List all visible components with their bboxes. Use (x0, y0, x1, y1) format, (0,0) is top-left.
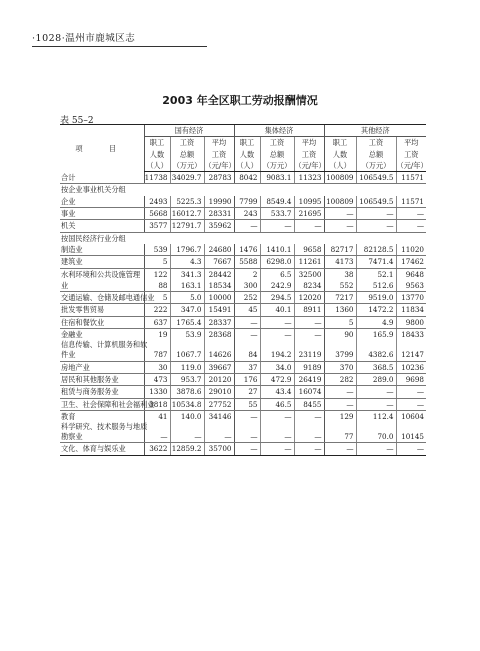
value-cell: 2 (234, 268, 260, 280)
value-cell: 1476 (234, 244, 260, 256)
row-label: 金融业 (61, 330, 83, 340)
table-row (60, 244, 426, 256)
row-label: 居民和其他服务业 (60, 373, 144, 385)
value-cell: 10995 (294, 196, 324, 208)
value-cell: — (356, 220, 396, 232)
value-cell: 28442 (204, 268, 234, 280)
value-cell: 472.9 (260, 373, 294, 385)
table-row (60, 422, 426, 431)
value-cell: 11738 (144, 172, 170, 184)
value-cell: 9648 (396, 268, 426, 280)
column-header: （元/年） (294, 160, 326, 170)
value-cell: 18534 (204, 280, 234, 292)
value-cell (144, 422, 170, 431)
value-cell: — (324, 386, 356, 398)
value-cell: — (294, 220, 324, 232)
column-header: （人） (144, 160, 170, 172)
column-header: 平均 (294, 137, 324, 149)
value-cell: — (294, 316, 324, 328)
value-cell: 10534.8 (170, 398, 204, 410)
value-cell: 28368 (204, 329, 234, 341)
row-label: 件业 (60, 349, 144, 361)
value-cell (170, 422, 204, 431)
column-header: 工资 (396, 149, 426, 160)
value-cell: 45 (234, 304, 260, 316)
value-cell: 9563 (396, 280, 426, 292)
row-label: 批发零售贸易 (60, 304, 144, 316)
value-cell: — (356, 208, 396, 220)
row-label: 制造业 (60, 244, 144, 256)
group-header: 其他经济 (324, 125, 426, 137)
row-label: 文化、体育与娱乐业 (60, 443, 144, 455)
table-number: 表 55–2 (60, 116, 94, 126)
value-cell: 106549.5 (356, 196, 396, 208)
value-cell: 122 (144, 268, 170, 280)
value-cell: 1330 (144, 386, 170, 398)
value-cell: — (234, 316, 260, 328)
value-cell: — (234, 329, 260, 341)
value-cell: — (294, 443, 324, 455)
value-cell: 9083.1 (260, 172, 294, 184)
value-cell: 512.6 (356, 280, 396, 292)
value-cell: 27752 (204, 398, 234, 410)
table-row (60, 220, 426, 232)
value-cell: 12147 (396, 349, 426, 361)
value-cell: 3878.6 (170, 386, 204, 398)
column-header: 工资 (170, 137, 204, 149)
value-cell: 55 (234, 398, 260, 410)
value-cell: 637 (144, 316, 170, 328)
value-cell: 533.7 (260, 208, 294, 220)
value-cell: — (396, 386, 426, 398)
value-cell: 106549.5 (356, 172, 396, 184)
value-cell (234, 422, 260, 431)
table-row (60, 280, 426, 292)
value-cell: 14626 (204, 349, 234, 361)
value-cell: 1360 (324, 304, 356, 316)
value-cell: 9658 (294, 244, 324, 256)
value-cell (396, 422, 426, 431)
value-cell: — (294, 410, 324, 422)
table-row (60, 256, 426, 268)
column-header: 总额 (170, 149, 204, 160)
table-row (60, 329, 426, 341)
value-cell: 10236 (396, 361, 426, 373)
value-cell: 539 (144, 244, 170, 256)
value-cell: 1796.7 (170, 244, 204, 256)
column-header: （人） (324, 160, 356, 172)
value-cell: 29010 (204, 386, 234, 398)
value-cell: — (324, 220, 356, 232)
value-cell: 163.1 (170, 280, 204, 292)
value-cell (204, 422, 234, 431)
value-cell: 20120 (204, 373, 234, 385)
value-cell: 252 (234, 292, 260, 304)
column-header: （元/年） (204, 160, 236, 170)
value-cell: — (260, 410, 294, 422)
table-row (60, 340, 426, 349)
value-cell: 13770 (396, 292, 426, 304)
value-cell: 129 (324, 410, 356, 422)
value-cell: 32500 (294, 268, 324, 280)
row-label: 科学研究、技术服务与地质 (61, 422, 148, 432)
value-cell: 5 (324, 316, 356, 328)
table-row (60, 268, 426, 280)
value-cell: — (396, 443, 426, 455)
value-cell: 112.4 (356, 410, 396, 422)
value-cell: — (356, 398, 396, 410)
value-cell: 294.5 (260, 292, 294, 304)
table-row (60, 398, 426, 410)
value-cell: 12020 (294, 292, 324, 304)
value-cell: — (234, 220, 260, 232)
column-header: 平均 (396, 137, 426, 149)
value-cell: 1472.2 (356, 304, 396, 316)
table-row (60, 316, 426, 328)
value-cell (356, 422, 396, 431)
value-cell: 222 (144, 304, 170, 316)
value-cell: — (396, 220, 426, 232)
value-cell: 8911 (294, 304, 324, 316)
value-cell: 27 (234, 386, 260, 398)
value-cell: 5.0 (170, 292, 204, 304)
value-cell: 11571 (396, 172, 426, 184)
value-cell: 46.5 (260, 398, 294, 410)
wage-table (60, 124, 426, 456)
value-cell: — (170, 431, 204, 443)
value-cell: 1765.4 (170, 316, 204, 328)
value-cell: — (234, 431, 260, 443)
value-cell: 19 (144, 329, 170, 341)
value-cell: 1067.7 (170, 349, 204, 361)
value-cell: — (356, 386, 396, 398)
value-cell: — (324, 208, 356, 220)
value-cell: 21695 (294, 208, 324, 220)
value-cell: — (260, 316, 294, 328)
value-cell: 26419 (294, 373, 324, 385)
value-cell: — (234, 410, 260, 422)
value-cell: 28337 (204, 316, 234, 328)
value-cell: 34146 (204, 410, 234, 422)
value-cell: 15491 (204, 304, 234, 316)
value-cell: 82128.5 (356, 244, 396, 256)
row-label: 租赁与商务服务业 (60, 386, 144, 398)
value-cell: 5588 (234, 256, 260, 268)
value-cell: — (356, 443, 396, 455)
value-cell: 787 (144, 349, 170, 361)
value-cell: 5 (144, 256, 170, 268)
value-cell: — (234, 443, 260, 455)
value-cell: 9519.0 (356, 292, 396, 304)
table-row (60, 410, 426, 422)
column-header: 工资 (204, 149, 234, 160)
value-cell (356, 340, 396, 349)
table-row (60, 172, 426, 184)
value-cell (260, 422, 294, 431)
value-cell: 282 (324, 373, 356, 385)
value-cell: 368.5 (356, 361, 396, 373)
value-cell: 6.5 (260, 268, 294, 280)
column-header: 总额 (356, 149, 396, 160)
value-cell: 9189 (294, 361, 324, 373)
value-cell: 165.9 (356, 329, 396, 341)
row-label: 住宿和餐饮业 (60, 316, 144, 328)
value-cell: — (260, 443, 294, 455)
value-cell: 30 (144, 361, 170, 373)
value-cell: 11020 (396, 244, 426, 256)
value-cell: — (294, 329, 324, 341)
value-cell: 4.9 (356, 316, 396, 328)
value-cell: — (260, 431, 294, 443)
value-cell: 8234 (294, 280, 324, 292)
column-header: （万元） (356, 160, 396, 172)
page-header: ·1028·温州市鹿城区志 (32, 33, 136, 44)
value-cell: 34029.7 (170, 172, 204, 184)
value-cell: 34.0 (260, 361, 294, 373)
row-label: 勘察业 (60, 431, 144, 443)
value-cell: — (396, 208, 426, 220)
value-cell: 140.0 (170, 410, 204, 422)
value-cell: 341.3 (170, 268, 204, 280)
row-label: 房地产业 (60, 361, 144, 373)
value-cell: 28783 (204, 172, 234, 184)
value-cell (144, 340, 170, 349)
value-cell (396, 340, 426, 349)
column-header: （万元） (170, 160, 204, 172)
value-cell: 100809 (324, 172, 356, 184)
value-cell: 24680 (204, 244, 234, 256)
value-cell: 35962 (204, 220, 234, 232)
value-cell: 19990 (204, 196, 234, 208)
value-cell: 3818 (144, 398, 170, 410)
column-header: 人数 (144, 149, 170, 160)
header-divider (32, 46, 207, 47)
column-header: （人） (234, 160, 260, 172)
row-label: 建筑业 (60, 256, 144, 268)
section-heading: 按企业事业机关分组 (61, 185, 126, 195)
group-header: 集体经济 (234, 125, 324, 137)
value-cell: 17462 (396, 256, 426, 268)
value-cell: 243 (234, 208, 260, 220)
value-cell: 7799 (234, 196, 260, 208)
value-cell: 16012.7 (170, 208, 204, 220)
table-row (60, 292, 426, 304)
column-header: 平均 (204, 137, 234, 149)
value-cell: 5668 (144, 208, 170, 220)
table-title: 2003 年全区职工劳动报酬情况 (162, 94, 318, 107)
value-cell: 1410.1 (260, 244, 294, 256)
value-cell: 4173 (324, 256, 356, 268)
row-label: 水利环境和公共设施管理 (61, 269, 141, 279)
value-cell: 289.0 (356, 373, 396, 385)
value-cell: 2493 (144, 196, 170, 208)
column-header: （元/年） (396, 160, 428, 170)
value-cell: 552 (324, 280, 356, 292)
row-label: 事业 (60, 208, 144, 220)
value-cell: 88 (144, 280, 170, 292)
table-row (60, 443, 426, 455)
value-cell: 6298.0 (260, 256, 294, 268)
value-cell (294, 340, 324, 349)
column-header: 职工 (234, 137, 260, 149)
value-cell: 119.0 (170, 361, 204, 373)
value-cell: 3799 (324, 349, 356, 361)
row-label: 业 (60, 280, 144, 292)
value-cell: 90 (324, 329, 356, 341)
table-row (60, 349, 426, 361)
value-cell (170, 340, 204, 349)
value-cell: 43.4 (260, 386, 294, 398)
value-cell: 100809 (324, 196, 356, 208)
value-cell: 84 (234, 349, 260, 361)
value-cell: 18433 (396, 329, 426, 341)
row-label: 教育 (61, 411, 76, 421)
value-cell: 347.0 (170, 304, 204, 316)
value-cell: 5225.3 (170, 196, 204, 208)
group-header: 国有经济 (144, 125, 234, 137)
value-cell: — (294, 431, 324, 443)
value-cell: 39667 (204, 361, 234, 373)
value-cell: 35700 (204, 443, 234, 455)
value-cell (260, 340, 294, 349)
row-label: 卫生、社会保障和社会福利业 (61, 399, 155, 409)
value-cell: — (324, 443, 356, 455)
value-cell: 5 (144, 292, 170, 304)
value-cell: — (324, 398, 356, 410)
value-cell (234, 340, 260, 349)
value-cell: 53.9 (170, 329, 204, 341)
column-header: 人数 (234, 149, 260, 160)
table-row (60, 373, 426, 385)
value-cell: 8455 (294, 398, 324, 410)
value-cell: 9698 (396, 373, 426, 385)
value-cell: — (204, 431, 234, 443)
column-header: （万元） (260, 160, 294, 172)
value-cell: 7471.4 (356, 256, 396, 268)
value-cell: 10604 (396, 410, 426, 422)
value-cell: 242.9 (260, 280, 294, 292)
column-header: 总额 (260, 149, 294, 160)
table-row (60, 304, 426, 316)
value-cell: 3577 (144, 220, 170, 232)
value-cell: 4.3 (170, 256, 204, 268)
row-label: 信息传输、计算机服务和软 (61, 340, 148, 350)
value-cell: 7217 (324, 292, 356, 304)
value-cell: 300 (234, 280, 260, 292)
value-cell: — (396, 398, 426, 410)
value-cell: 176 (234, 373, 260, 385)
value-cell: 40.1 (260, 304, 294, 316)
table-row (60, 196, 426, 208)
table-row (60, 361, 426, 373)
value-cell: 11571 (396, 196, 426, 208)
column-header: 工资 (260, 137, 294, 149)
value-cell: 194.2 (260, 349, 294, 361)
value-cell: 7667 (204, 256, 234, 268)
value-cell: 12859.2 (170, 443, 204, 455)
row-label: 交通运输、仓储及邮电通信业 (61, 293, 155, 303)
table-row (60, 208, 426, 220)
value-cell: 3622 (144, 443, 170, 455)
value-cell: 953.7 (170, 373, 204, 385)
table-row (60, 431, 426, 443)
value-cell (324, 422, 356, 431)
value-cell: 52.1 (356, 268, 396, 280)
column-header: 工资 (294, 149, 324, 160)
column-header: 人数 (324, 149, 356, 160)
value-cell: 473 (144, 373, 170, 385)
value-cell: 8549.4 (260, 196, 294, 208)
value-cell: 8042 (234, 172, 260, 184)
value-cell: 370 (324, 361, 356, 373)
row-label: 机关 (60, 220, 144, 232)
row-label: 企业 (60, 196, 144, 208)
value-cell: 38 (324, 268, 356, 280)
column-header: 职工 (324, 137, 356, 149)
value-cell: 12791.7 (170, 220, 204, 232)
value-cell: 37 (234, 361, 260, 373)
item-column-header: 项 目 (60, 125, 144, 172)
value-cell: 23119 (294, 349, 324, 361)
value-cell: 41 (144, 410, 170, 422)
value-cell: 10000 (204, 292, 234, 304)
section-heading: 按国民经济行业分组 (61, 233, 126, 243)
value-cell (324, 340, 356, 349)
value-cell: — (260, 220, 294, 232)
table-row (60, 386, 426, 398)
column-header: 职工 (144, 137, 170, 149)
value-cell (294, 422, 324, 431)
value-cell: 28331 (204, 208, 234, 220)
value-cell: 16074 (294, 386, 324, 398)
value-cell: 82717 (324, 244, 356, 256)
value-cell: — (144, 431, 170, 443)
value-cell: 11261 (294, 256, 324, 268)
value-cell: 77 (324, 431, 356, 443)
value-cell: 11834 (396, 304, 426, 316)
value-cell: 4382.6 (356, 349, 396, 361)
value-cell: 70.0 (356, 431, 396, 443)
value-cell: — (260, 329, 294, 341)
value-cell: 9800 (396, 316, 426, 328)
column-header: 工资 (356, 137, 396, 149)
row-label: 合计 (60, 172, 144, 184)
value-cell: 10145 (396, 431, 426, 443)
value-cell (204, 340, 234, 349)
value-cell: 11323 (294, 172, 324, 184)
